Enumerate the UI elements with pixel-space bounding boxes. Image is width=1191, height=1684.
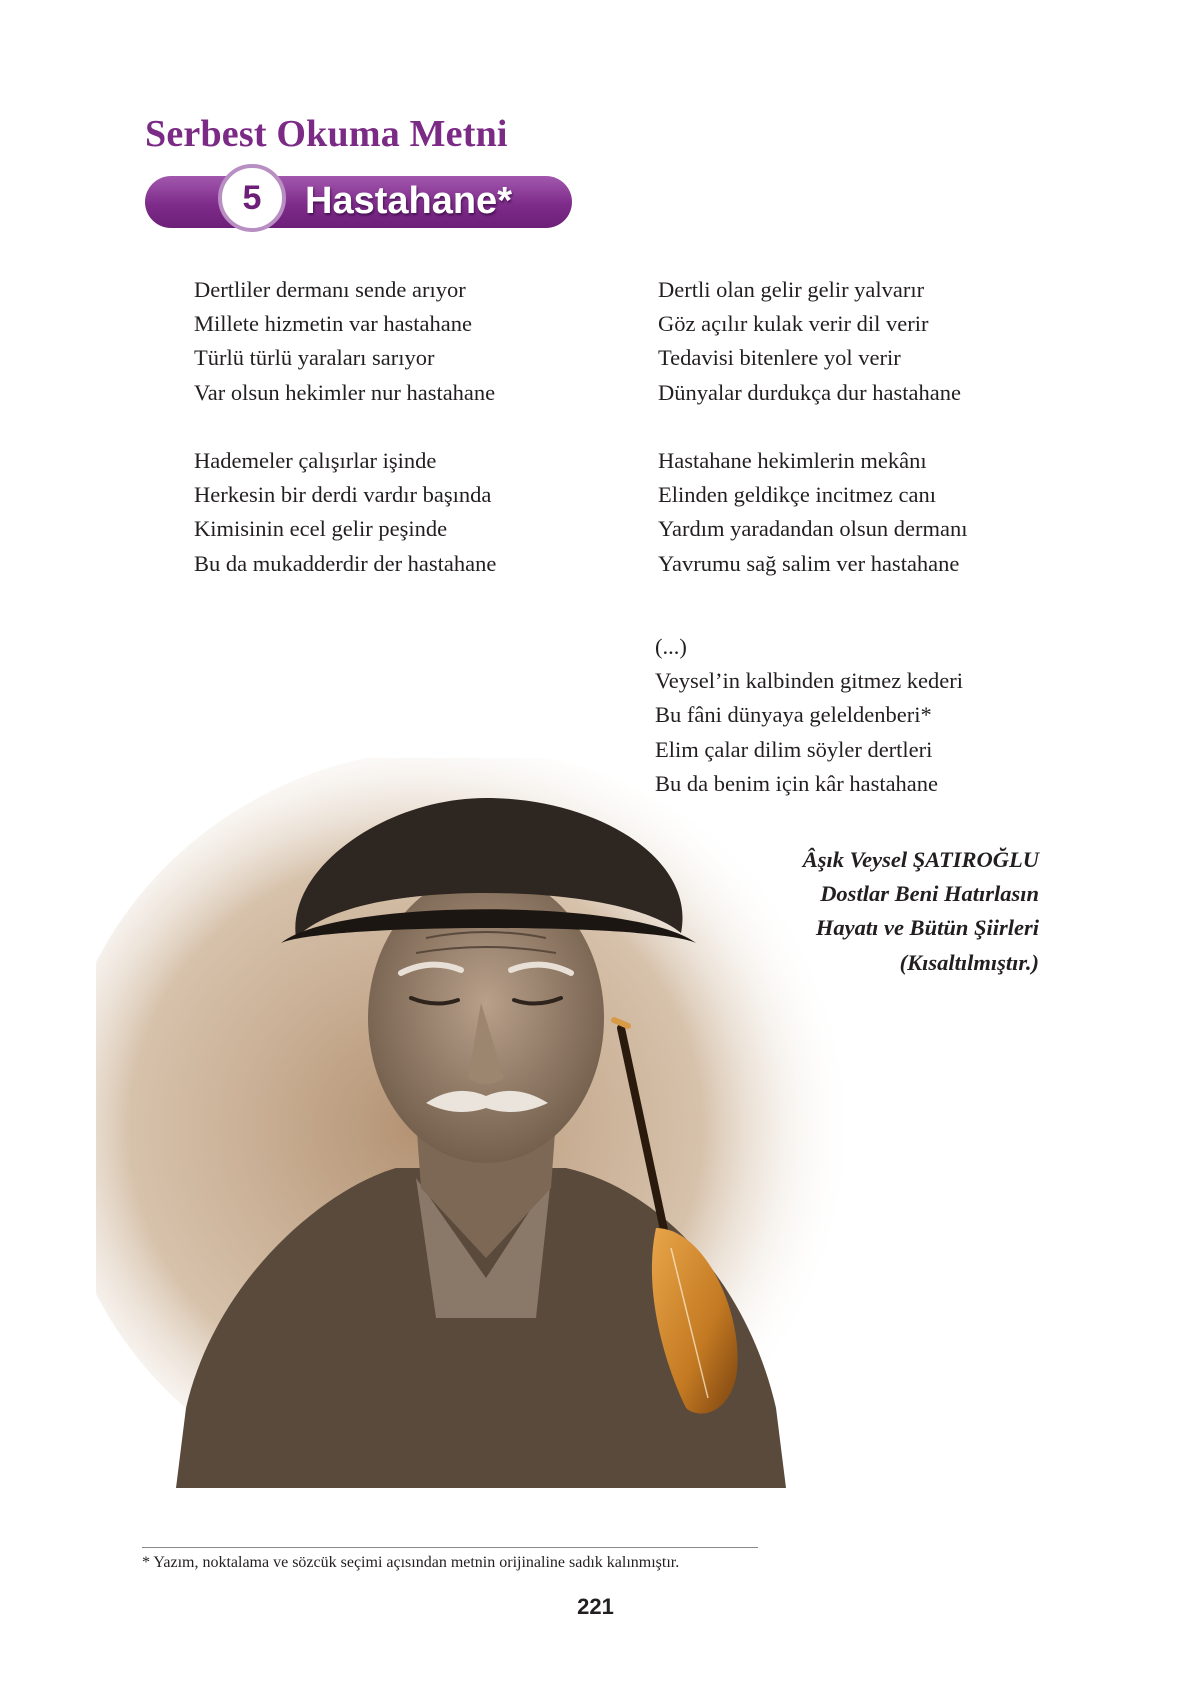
attribution-book: Dostlar Beni Hatırlasın — [820, 881, 1039, 907]
page-number: 221 — [577, 1594, 614, 1619]
poem-line: Yardım yaradandan olsun dermanı — [658, 516, 968, 542]
poem-line: (...) — [655, 634, 687, 659]
poem-line: Var olsun hekimler nur hastahane — [194, 379, 496, 405]
attribution-author: Âşık Veysel ŞATIROĞLU — [802, 847, 1039, 872]
poem-line: Elim çalar dilim söyler dertleri — [655, 736, 933, 762]
portrait-illustration — [96, 758, 891, 1488]
poem-line: Dertli olan gelir gelir yalvarır — [658, 277, 925, 302]
poem-line: Elinden geldikçe incitmez canı — [658, 482, 937, 508]
attribution-note: (Kısaltılmıştır.) — [899, 949, 1039, 975]
poem-line: Hastahane hekimlerin mekânı — [658, 448, 927, 473]
section-title: Serbest Okuma Metni — [145, 113, 508, 155]
poem-line: Kimisinin ecel gelir peşinde — [194, 516, 448, 542]
footnote-divider — [142, 1547, 758, 1548]
poem-line: Türlü türlü yaraları sarıyor — [194, 345, 435, 371]
attribution-subtitle: Hayatı ve Bütün Şiirleri — [815, 915, 1039, 941]
poem-line: Bu da mukadderdir der hastahane — [194, 550, 497, 576]
poem-line: Bu fâni dünyaya geleldenberi* — [655, 702, 932, 728]
footnote: * Yazım, noktalama ve sözcük seçimi açısından metnin orijinaline sadık kalınmıştır. — [142, 1554, 680, 1571]
stanza-4 — [658, 444, 968, 581]
stanza-1 — [194, 273, 495, 410]
poem-line: Veysel’in kalbinden gitmez kederi — [655, 668, 964, 694]
stanza-3 — [658, 273, 961, 410]
stanza-2 — [194, 444, 496, 581]
poem-line: Bu da benim için kâr hastahane — [655, 770, 939, 796]
poem-line: Tedavisi bitenlere yol verir — [658, 345, 901, 371]
poem-line: Göz açılır kulak verir dil verir — [658, 311, 929, 337]
poem-line: Millete hizmetin var hastahane — [194, 311, 473, 337]
poem-line: Yavrumu sağ salim ver hastahane — [658, 550, 960, 576]
poem-line: Dertliler dermanı sende arıyor — [194, 277, 466, 302]
poem-line: Dünyalar durdukça dur hastahane — [658, 379, 962, 405]
attribution — [803, 843, 1039, 980]
stanza-5 — [655, 630, 963, 801]
poem-number-badge: 5 — [218, 164, 286, 232]
poem-line: Hademeler çalışırlar işinde — [194, 448, 437, 473]
poem-line: Herkesin bir derdi vardır başında — [194, 482, 492, 508]
poem-title: Hastahane* — [305, 180, 512, 222]
